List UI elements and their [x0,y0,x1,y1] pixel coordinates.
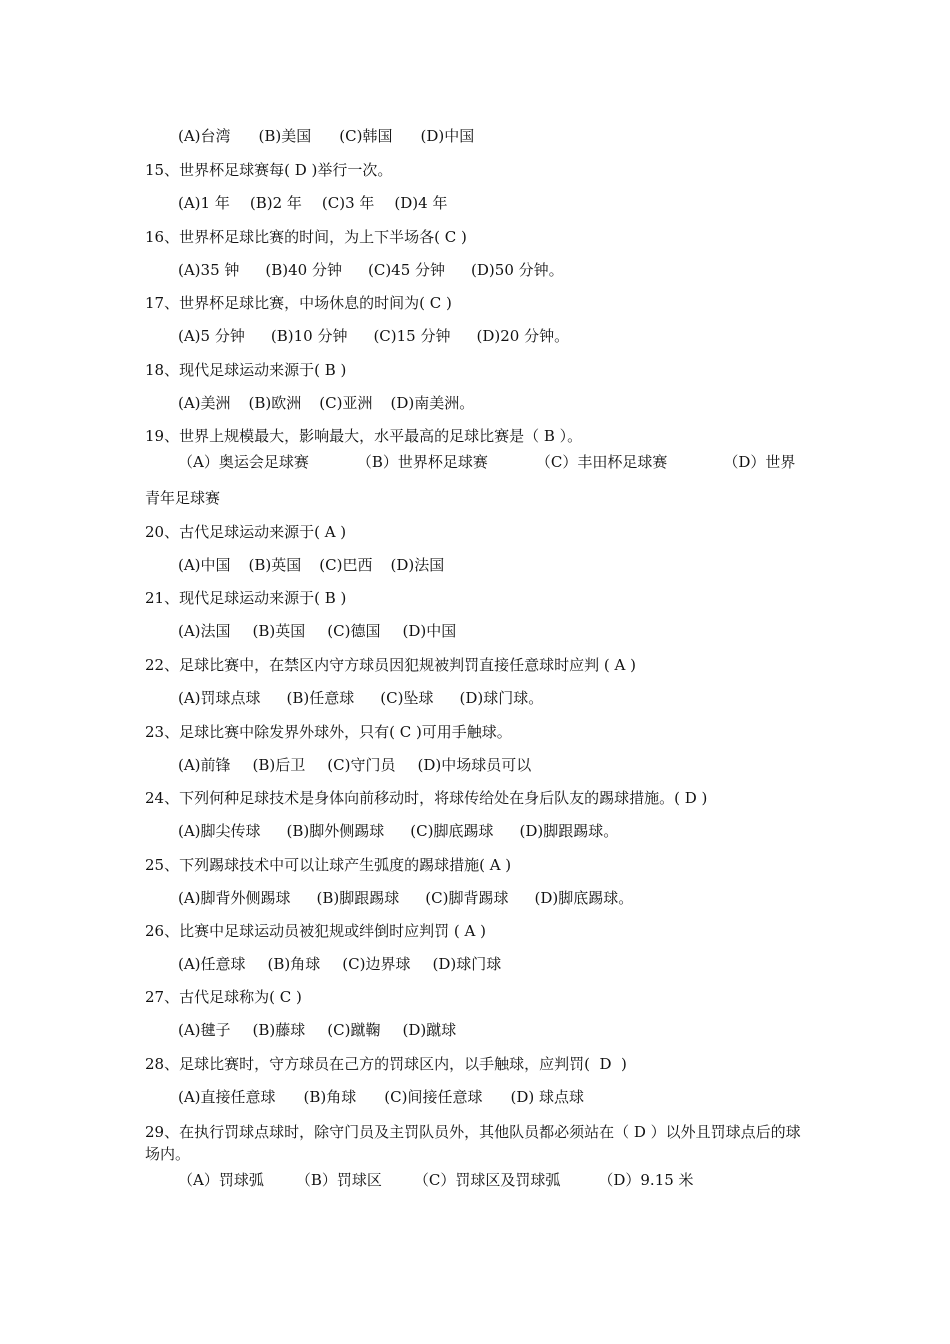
option-choice: (A)1 年 [178,194,230,212]
question-text: 21、现代足球运动来源于( B ) [145,589,347,607]
option-choice: (A)脚尖传球 [178,822,261,840]
option-choice: (D)20 分钟。 [476,327,570,345]
option-choice: (B)脚外侧踢球 [286,822,385,840]
question-text: 26、比赛中足球运动员被犯规或绊倒时应判罚 ( A ) [145,922,486,940]
option-choice: (A)脚背外侧踢球 [178,889,291,907]
option-choice: (A)5 分钟 [178,327,245,345]
option-choice: (D)脚底踢球。 [534,889,634,907]
option-choice: (B)10 分钟 [270,327,348,345]
question-text: 25、下列踢球技术中可以让球产生弧度的踢球措施( A ) [145,856,512,874]
option-choice: (A)台湾 [178,127,231,145]
question-text: 16、世界杯足球比赛的时间，为上下半场各( C ) [145,228,467,246]
option-choice: (B)英国 [252,622,306,640]
option-choice: (B)美国 [258,127,312,145]
option-choice: (C)韩国 [339,127,393,145]
option-choice: (A)直接任意球 [178,1088,276,1106]
option-choice: (D)中场球员可以 [417,756,532,774]
option-row [178,755,531,775]
option-choice: (C)45 分钟 [368,261,446,279]
option-choice: (B)40 分钟 [265,261,342,279]
option-choice: (A)毽子 [178,1021,231,1039]
option-row [178,393,474,413]
option-choice: （A）奥运会足球赛 [178,453,309,471]
option-row [178,193,447,213]
option-choice: (B)后卫 [252,756,306,774]
question-text: 27、古代足球称为( C ) [145,988,302,1006]
option-choice: (C)德国 [327,622,381,640]
option-choice: (A)罚球点球 [178,689,261,707]
option-choice: （B）罚球区 [295,1171,382,1189]
option-choice: (C)15 分钟 [373,327,451,345]
option-choice: (D)球门球 [432,955,502,973]
option-row [178,1170,694,1190]
question-text: 22、足球比赛中，在禁区内守方球员因犯规被判罚直接任意球时应判 ( A ) [145,656,636,674]
question-text: 17、世界杯足球比赛，中场休息的时间为( C ) [145,294,452,312]
option-choice: (A)法国 [178,622,231,640]
option-choice: (B)角球 [267,955,321,973]
option-choice: (A)前锋 [178,756,231,774]
option-row [178,126,474,146]
option-choice: (A)35 钟 [178,261,240,279]
option-row [178,452,795,472]
option-row [178,688,543,708]
question-text: 29、在执行罚球点球时，除守门员及主罚队员外，其他队员都必须站在（ D ）以外且罚球点后的球场内。 [145,1123,801,1163]
option-choice: (C)脚底踢球 [410,822,494,840]
option-choice: （D）世界 [723,453,796,471]
option-choice: (B)脚跟踢球 [316,889,400,907]
question-text: 19、世界上规模最大，影响最大，水平最高的足球比赛是（ B ）。 [145,427,583,445]
option-choice: (D)中国 [420,127,475,145]
option-choice: （C）丰田杯足球赛 [535,453,668,471]
option-choice: (C)守门员 [327,756,396,774]
question-text: 15、世界杯足球赛每( D )举行一次。 [145,161,393,179]
option-choice: (D)法国 [390,556,445,574]
option-choice: （B）世界杯足球赛 [356,453,488,471]
option-choice: (D)南美洲。 [390,394,475,412]
question-text: 20、古代足球运动来源于( A ) [145,523,347,541]
option-choice: (D)4 年 [394,194,448,212]
option-choice: （D）9.15 米 [598,1171,694,1189]
option-choice: (B)角球 [303,1088,357,1106]
option-choice: (C)边界球 [342,955,411,973]
option-choice: (A)任意球 [178,955,246,973]
option-row [178,888,633,908]
option-row [178,1020,456,1040]
option-row [178,621,456,641]
option-row [178,326,569,346]
option-choice: (C)坠球 [380,689,434,707]
question-text: 28、足球比赛时，守方球员在己方的罚球区内，以手触球，应判罚( D ) [145,1055,627,1073]
option-row [178,1087,584,1107]
question-text: 23、足球比赛中除发界外球外，只有( C )可用手触球。 [145,723,512,741]
option-row [178,821,618,841]
option-choice: (C)巴西 [319,556,373,574]
option-row [178,954,501,974]
option-choice: (C)脚背踢球 [425,889,509,907]
option-choice: (C)亚洲 [319,394,373,412]
option-choice: (D)中国 [402,622,457,640]
option-choice: (B)任意球 [286,689,355,707]
option-choice: (C)间接任意球 [384,1088,483,1106]
option-choice: (B)欧洲 [248,394,302,412]
option-row [178,260,564,280]
option-choice: (D) 球点球 [510,1088,584,1106]
option-choice: (B)藤球 [252,1021,306,1039]
option-choice: (D)脚跟踢球。 [519,822,619,840]
option-row [178,555,444,575]
option-choice: (D)蹴球 [402,1021,457,1039]
option-choice: (C)3 年 [321,194,375,212]
question-text: 18、现代足球运动来源于( B ) [145,361,347,379]
question-text: 24、下列何种足球技术是身体向前移动时，将球传给处在身后队友的踢球措施。( D ) [145,789,708,807]
option-choice: (B)英国 [248,556,302,574]
option-choice: (C)蹴鞠 [327,1021,381,1039]
option-choice: (D)球门球。 [459,689,544,707]
option-choice: （A）罚球弧 [178,1171,264,1189]
option-choice: (D)50 分钟。 [471,261,564,279]
question-text: 青年足球赛 [145,489,221,507]
option-choice: (A)中国 [178,556,231,574]
option-choice: (B)2 年 [249,194,302,212]
option-choice: （C）罚球区及罚球弧 [413,1171,561,1189]
option-choice: (A)美洲 [178,394,231,412]
